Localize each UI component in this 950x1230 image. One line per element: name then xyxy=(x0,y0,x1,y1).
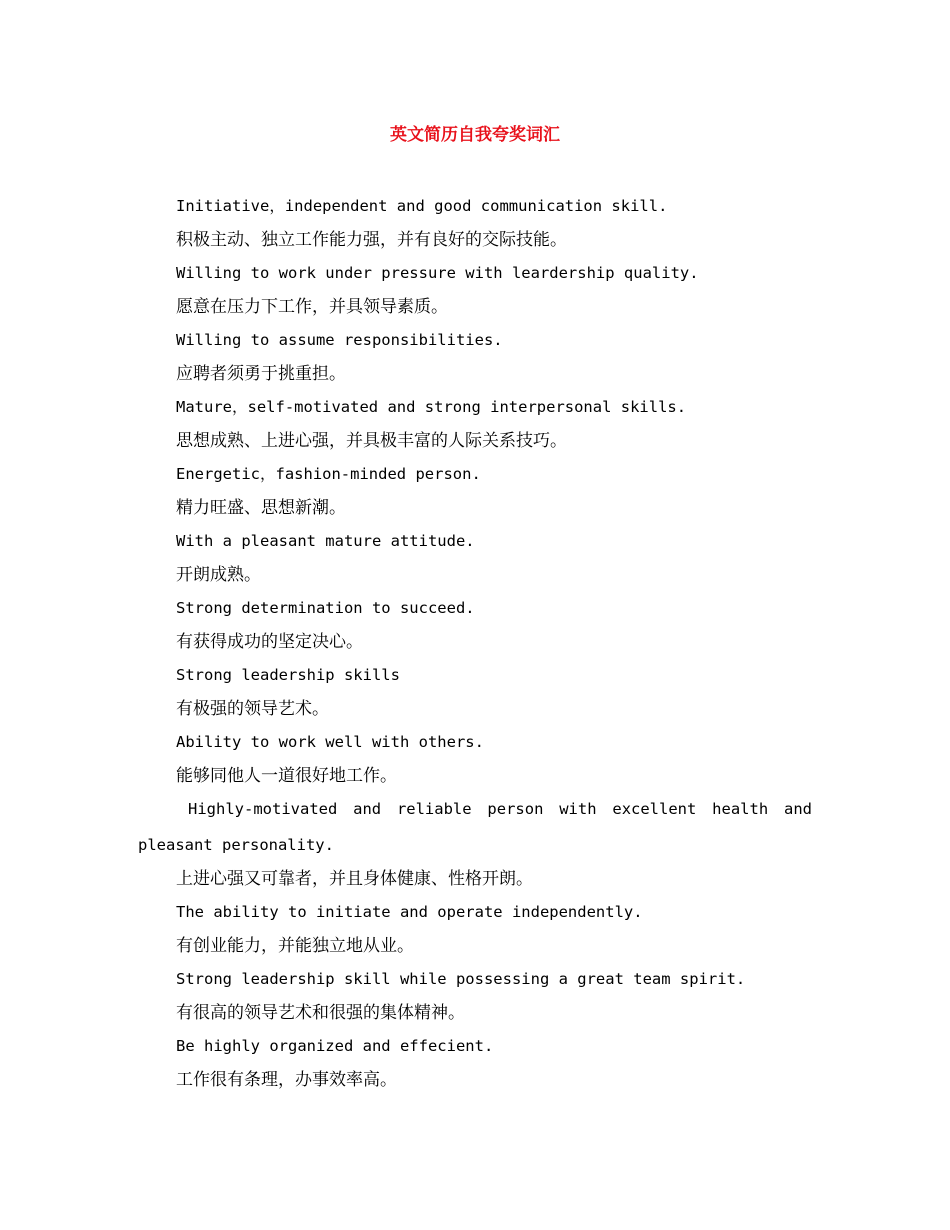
phrase-chinese: 能够同他人一道很好地工作。 xyxy=(176,765,397,786)
document-title: 英文简历自我夸奖词汇 xyxy=(390,125,560,145)
word: reliable xyxy=(396,800,472,818)
phrase-chinese: 有极强的领导艺术。 xyxy=(176,698,329,719)
phrase-chinese: 开朗成熟。 xyxy=(176,564,261,585)
word: person xyxy=(487,800,544,818)
word: health xyxy=(712,800,769,818)
phrase-chinese: 上进心强又可靠者，并且身体健康、性格开朗。 xyxy=(176,868,533,889)
phrase-english: Energetic，fashion-minded person. xyxy=(176,465,481,483)
phrase-english: The ability to initiate and operate independently. xyxy=(176,903,643,921)
phrase-chinese: 积极主动、独立工作能力强，并有良好的交际技能。 xyxy=(176,229,567,250)
word: and xyxy=(353,800,382,818)
word: with xyxy=(559,800,597,818)
phrase-english: Strong leadership skills xyxy=(176,666,400,684)
wrapped-phrase-continuation: pleasant personality. xyxy=(138,836,334,854)
phrase-chinese: 有获得成功的坚定决心。 xyxy=(176,631,363,652)
wrapped-phrase-first-line xyxy=(138,797,812,833)
phrase-chinese: 应聘者须勇于挑重担。 xyxy=(176,363,346,384)
phrase-english: Ability to work well with others. xyxy=(176,733,484,751)
phrase-chinese: 有创业能力，并能独立地从业。 xyxy=(176,935,414,956)
phrase-chinese: 精力旺盛、思想新潮。 xyxy=(176,497,346,518)
phrase-chinese: 有很高的领导艺术和很强的集体精神。 xyxy=(176,1002,465,1023)
phrase-chinese: 工作很有条理，办事效率高。 xyxy=(176,1069,397,1090)
phrase-english: With a pleasant mature attitude. xyxy=(176,532,475,550)
word: and xyxy=(783,800,812,818)
phrase-chinese: 愿意在压力下工作，并具领导素质。 xyxy=(176,296,448,317)
phrase-english: Willing to work under pressure with leardership quality. xyxy=(176,264,699,282)
phrase-chinese: 思想成熟、上进心强，并具极丰富的人际关系技巧。 xyxy=(176,430,567,451)
phrase-english: Mature，self-motivated and strong interpersonal skills. xyxy=(176,398,687,416)
document-body xyxy=(138,194,812,1101)
phrase-english: Initiative，independent and good communication skill. xyxy=(176,197,668,215)
phrase-english: Strong determination to succeed. xyxy=(176,599,475,617)
word: Highly-motivated xyxy=(188,800,338,818)
word: excellent xyxy=(612,800,697,818)
phrase-english: Willing to assume responsibilities. xyxy=(176,331,503,349)
wrapped-phrase-english xyxy=(138,797,812,867)
phrase-english: Strong leadership skill while possessing a great team spirit. xyxy=(176,970,746,988)
phrase-english: Be highly organized and effecient. xyxy=(176,1037,494,1055)
